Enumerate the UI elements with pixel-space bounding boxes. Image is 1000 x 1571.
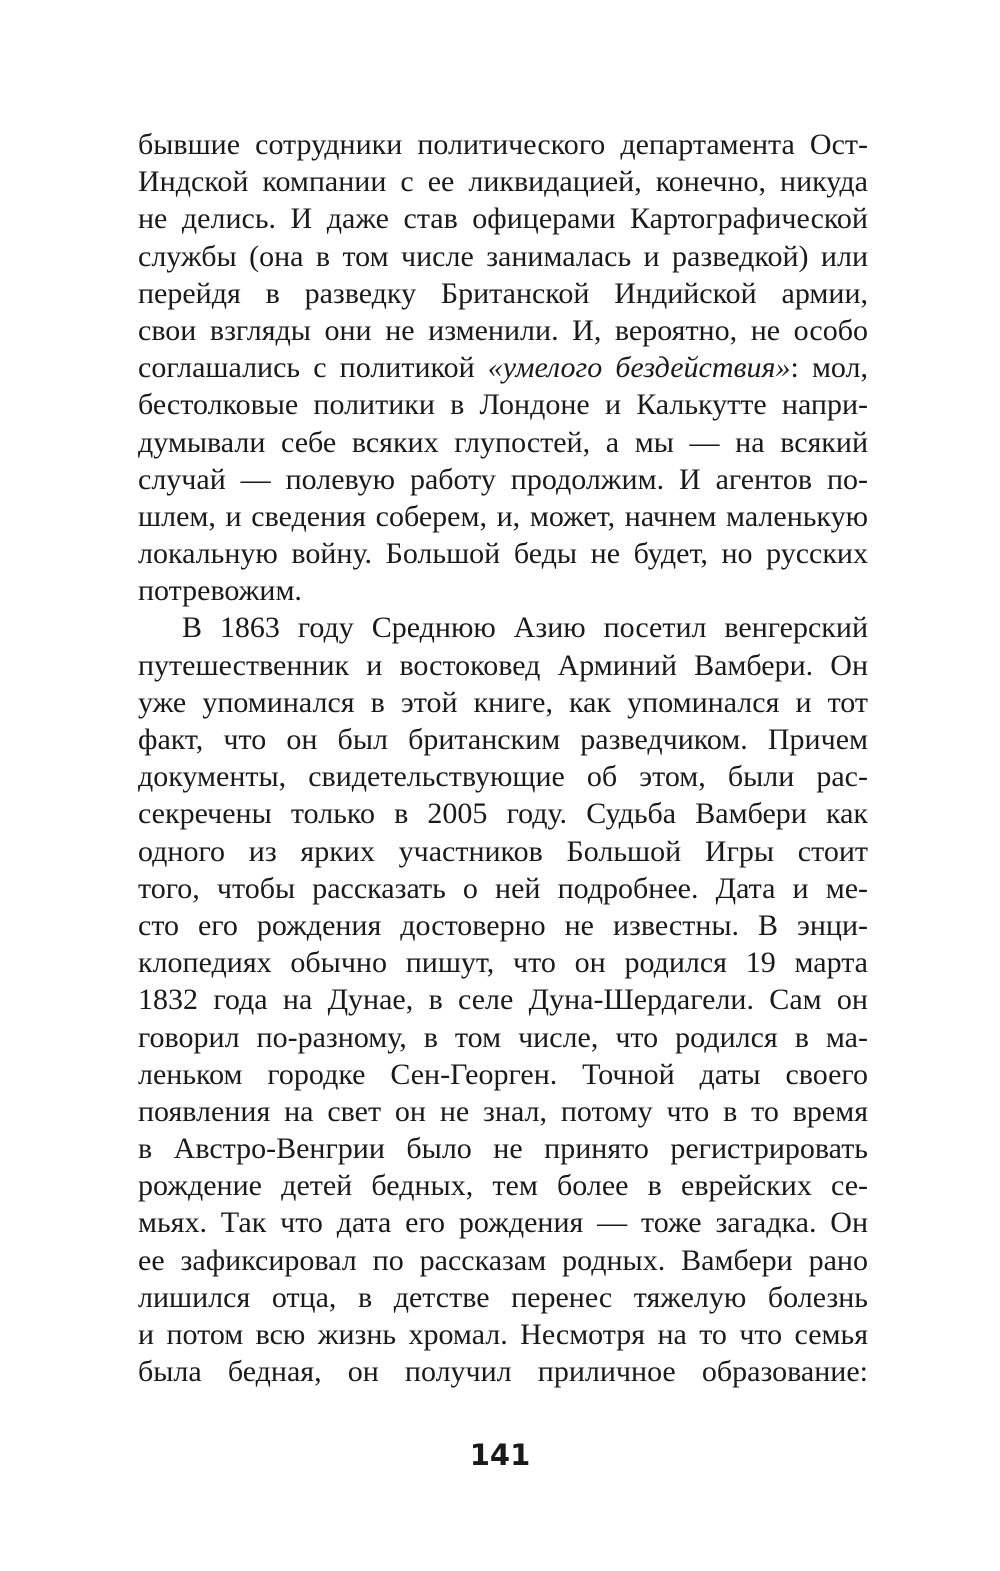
- text-line-with-italic: [138, 349, 868, 386]
- text-line: случай — полевую работу продолжим. И агентов по-: [138, 462, 868, 496]
- text-line: того, чтобы рассказать о ней подробнее. Дата и ме-: [138, 871, 868, 905]
- text-line: клопедиях обычно пишут, что он родился 19 марта: [138, 946, 868, 980]
- paragraph-1: [138, 126, 868, 609]
- text-line: потревожим.: [138, 574, 302, 608]
- text-line: 1832 года на Дунае, в селе Дуна-Шердагели. Сам он: [138, 983, 868, 1017]
- text-line: локальную войну. Большой беды не будет, но русских: [138, 537, 868, 571]
- text-line: не делись. И даже став офицерами Картографической: [138, 202, 868, 236]
- text-line: путешественник и востоковед Арминий Вамбери. Он: [138, 648, 868, 682]
- text-line: одного из ярких участников Большой Игры стоит: [138, 834, 868, 868]
- text-line: была бедная, он получил приличное образование:: [138, 1355, 868, 1389]
- text-line: бывшие сотрудники политического департамента Ост-: [138, 128, 868, 161]
- body-text: [138, 126, 868, 1390]
- text-run: : мол,: [790, 351, 868, 385]
- text-line: Индской компании с ее ликвидацией, конечно, никуда: [138, 165, 868, 199]
- text-line: секречены только в 2005 году. Судьба Вамбери как: [138, 797, 868, 831]
- page-number: 141: [469, 1438, 531, 1472]
- text-line: леньком городке Сен-Георген. Точной даты своего: [138, 1057, 868, 1091]
- text-line: факт, что он был британским разведчиком. Причем: [138, 723, 868, 756]
- paragraph-2: [138, 609, 868, 1390]
- text-run: соглашались с политикой: [138, 351, 488, 385]
- text-line: службы (она в том числе занималась и разведкой) или: [138, 239, 868, 273]
- text-line: свои взгляды они не изменили. И, вероятно, не особо: [138, 313, 868, 347]
- text-line: мьях. Так что дата его рождения — тоже загадка. Он: [138, 1206, 868, 1240]
- text-line: сто его рождения достоверно не известны. В энци-: [138, 908, 868, 942]
- text-line: лишился отца, в детстве перенес тяжелую болезнь: [138, 1280, 868, 1314]
- text-line: думывали себе всяких глупостей, а мы — на всякий: [138, 425, 868, 459]
- text-line: ее зафиксировал по рассказам родных. Вамбери рано: [138, 1243, 868, 1277]
- text-line: шлем, и сведения соберем, и, может, начнем маленькую: [138, 499, 868, 533]
- text-line: бестолковые политики в Лондоне и Калькутте напри-: [138, 388, 868, 422]
- text-line: рождение детей бедных, тем более в еврейских се-: [138, 1169, 868, 1203]
- text-line: уже упоминался в этой книге, как упоминался и тот: [138, 685, 868, 719]
- text-line: документы, свидетельствующие об этом, были рас-: [138, 760, 868, 794]
- text-line: в Австро-Венгрии было не принято регистрировать: [138, 1132, 868, 1166]
- italic-quote: «умелого бездействия»: [487, 351, 791, 385]
- text-line: говорил по-разному, в том числе, что родился в ма-: [138, 1020, 868, 1054]
- text-line: перейдя в разведку Британской Индийской армии,: [138, 276, 868, 310]
- text-line: появления на свет он не знал, потому что в то время: [138, 1094, 868, 1128]
- text-line: В 1863 году Среднюю Азию посетил венгерский: [182, 611, 868, 645]
- text-line: и потом всю жизнь хромал. Несмотря на то что семья: [138, 1318, 868, 1351]
